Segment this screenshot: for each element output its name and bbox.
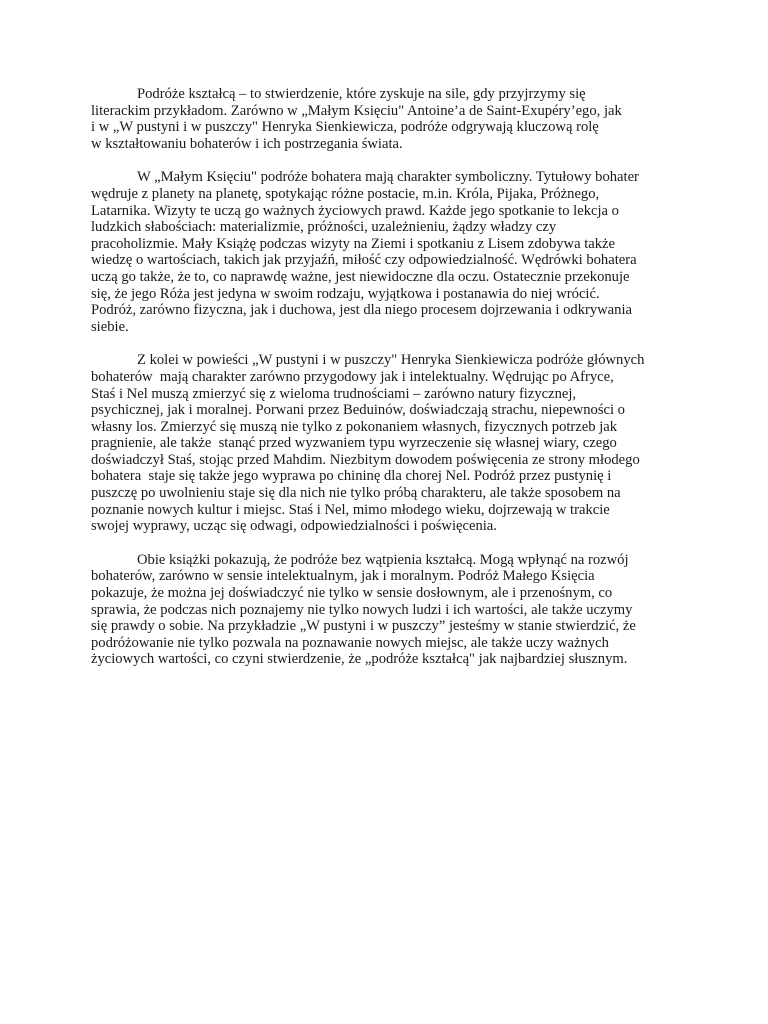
text-line: pracoholizmie. Mały Książę podczas wizyty na Ziemi i spotkaniu z Lisem zdobywa także [91,235,615,252]
text-line: W „Małym Księciu" podróże bohatera mają charakter symboliczny. Tytułowy bohater [137,169,639,186]
paragraph-introduction [91,86,691,152]
text-line: psychicznej, jak i moralnej. Porwani przez Beduinów, doświadczają strachu, niepewności o [91,402,625,419]
text-line: bohatera staje się także jego wyprawa po chininę dla chorej Nel. Podróż przez pustynię i [91,468,612,485]
text-line: i w „W pustyni i w puszczy" Henryka Sienkiewicza, podróże odgrywają kluczową rolę [91,119,599,136]
paragraph-w-pustyni [91,352,691,535]
text-line: Staś i Nel muszą zmierzyć się z wieloma trudnościami – zarówno natury fizycznej, [91,385,577,402]
text-line: ludzkich słabościach: materializmie, próżności, uzależnieniu, żądzy władzy czy [91,219,557,236]
text-line: doświadczył Staś, stojąc przed Mahdim. Niezbitym dowodem poświęcenia ze strony młodego [91,451,640,468]
text-line: literackim przykładom. Zarówno w „Małym Księciu" Antoine’a de Saint-Exupéry’ego, jak [91,102,622,119]
text-line: Podróż, zarówno fizyczna, jak i duchowa, jest dla niego procesem dojrzewania i odkrywania [91,302,632,319]
text-line: Latarnika. Wizyty te uczą go ważnych życiowych prawd. Każde jego spotkanie to lekcja o [91,202,619,219]
text-line: bohaterów mają charakter zarówno przygodowy jak i intelektualny. Wędrując po Afryce, [91,368,614,385]
paragraph-maly-ksiaze [91,169,691,335]
text-line: swojej wyprawy, ucząc się odwagi, odpowiedzialności i poświęcenia. [91,518,497,535]
text-line: Podróże kształcą – to stwierdzenie, które zyskuje na sile, gdy przyjrzymy się [137,86,586,102]
text-line: się, że jego Róża jest jedyna w swoim rodzaju, wyjątkowa i postanawia do niej wrócić. [91,285,600,302]
text-line: w kształtowaniu bohaterów i ich postrzegania świata. [91,135,403,152]
text-line: Obie książki pokazują, że podróże bez wątpienia kształcą. Mogą wpłynąć na rozwój [137,551,629,568]
text-line: własny los. Zmierzyć się muszą nie tylko z pokonaniem własnych, fizycznych potrzeb jak [91,418,618,435]
text-line: pokazuje, że można jej doświadczyć nie tylko w sensie dosłownym, ale i przenośnym, co [91,585,613,602]
text-line: się prawdy o sobie. Na przykładzie „W pustyni i w puszczy” jesteśmy w stanie stwierdzić, że [91,618,636,635]
text-line: uczą go także, że to, co naprawdę ważne, jest niewidoczne dla oczu. Ostatecznie przekonuje [91,268,630,285]
text-line: siebie. [91,318,129,335]
text-line: podróżowanie nie tylko pozwala na poznawanie nowych miejsc, ale także uczy ważnych [91,634,609,651]
text-line: wiedzę o wartościach, takich jak przyjaźń, miłość czy odpowiedzialność. Wędrówki bohatera [91,252,637,269]
text-line: bohaterów, zarówno w sensie intelektualnym, jak i moralnym. Podróż Małego Księcia [91,568,595,585]
text-line: wędruje z planety na planetę, spotykając różne postacie, m.in. Króla, Pijaka, Próżnego, [91,185,600,202]
text-line: puszczę po uwolnieniu staje się dla nich nie tylko próbą charakteru, ale także sposobem na [91,485,621,502]
text-line: pragnienie, ale także stanąć przed wyzwaniem typu wyrzeczenie się własnej wiary, czego [91,435,617,452]
text-line: życiowych wartości, co czyni stwierdzenie, że „podróże kształcą" jak najbardziej słusznym. [91,651,628,668]
text-line: poznanie nowych kultur i miejsc. Staś i Nel, mimo młodego wieku, dojrzewają w trakcie [91,501,610,518]
text-line: sprawia, że podczas nich poznajemy nie tylko nowych ludzi i ich wartości, ale także uczymy [91,601,633,618]
paragraph-conclusion [91,552,691,668]
document-body [91,86,691,685]
text-line: Z kolei w powieści „W pustyni i w puszczy" Henryka Sienkiewicza podróże głównych [137,352,645,369]
